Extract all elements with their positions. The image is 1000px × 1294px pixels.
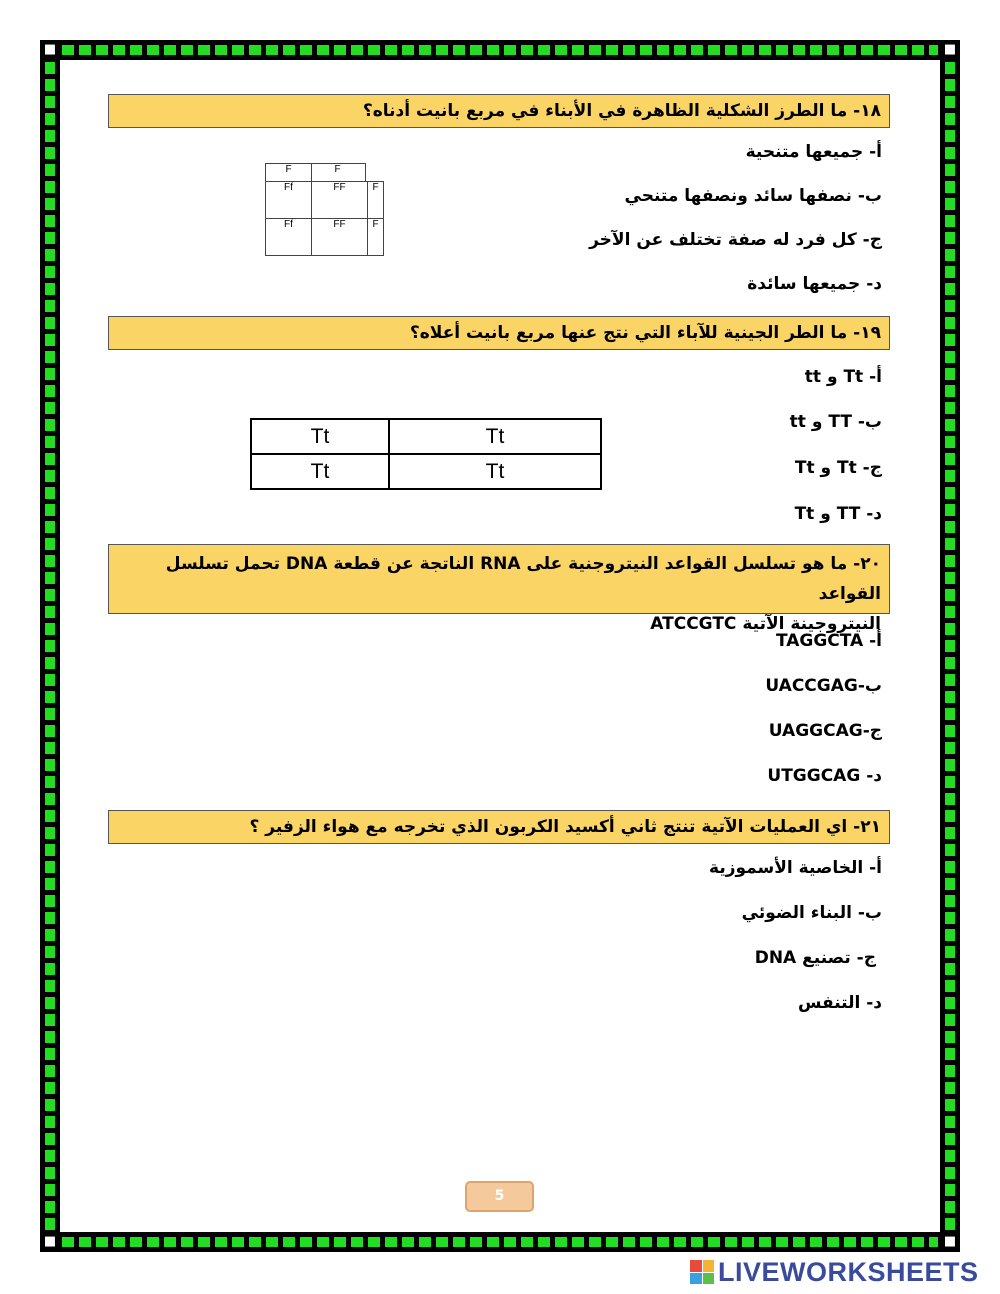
q18-option-a[interactable]: أ- جميعها متنحية [745,142,882,162]
q20-option-a[interactable]: أ- TAGGCTA [775,631,882,651]
punnett-cell: Tt [389,419,601,454]
punnett-cell: F [368,182,384,219]
logo-icon [690,1260,714,1284]
q20-option-c[interactable]: ج-UAGGCAG [768,721,882,741]
punnett-cell: Tt [251,419,389,454]
page-number: 5 [465,1181,534,1212]
question-19: ١٩- ما الطر الجينية للآباء التي نتج عنها مربع بانيت أعلاه؟ [108,316,890,350]
q19-option-a[interactable]: أ- Tt و tt [804,367,882,387]
question-18: ١٨- ما الطرز الشكلية الظاهرة في الأبناء في مربع بانيت أدناه؟ [108,94,890,128]
brand-name: LIVEWORKSHEETS [718,1257,979,1287]
q20-option-d[interactable]: د- UTGGCAG [767,766,882,786]
punnett-cell: Ff [266,182,312,219]
liveworksheets-logo [690,1256,990,1288]
punnett-square-small [265,163,385,258]
camera-icon: ■ [40,1232,60,1252]
q18-option-b[interactable]: ب- نصفها سائد ونصفها متنحي [624,186,882,206]
q19-option-b[interactable]: ب- TT و tt [789,412,882,432]
punnett-cell: Ff [266,219,312,256]
q21-option-c[interactable]: ج- تصنيع DNA [754,948,876,968]
border-left [40,40,60,1252]
q21-option-a[interactable]: أ- الخاصية الأسموزية [709,858,882,878]
q18-option-d[interactable]: د- جميعها سائدة [747,274,882,294]
punnett-cell: FF [312,219,368,256]
punnett-square-large [250,418,602,490]
punnett-cell: F [368,219,384,256]
q20-option-b[interactable]: ب-UACCGAG [765,676,882,696]
border-bottom [40,1232,960,1252]
q18-option-c[interactable]: ج- كل فرد له صفة تختلف عن الآخر [589,230,882,250]
punnett-cell: Tt [251,454,389,489]
question-20-line-1: ٢٠- ما هو تسلسل القواعد النيتروجنية على RNA الناتجة عن قطعة DNA تحمل تسلسل القواعد [165,554,881,604]
border-right [940,40,960,1252]
border-top [40,40,960,60]
camera-icon: ■ [40,40,60,60]
q19-option-d[interactable]: د- TT و Tt [794,504,882,524]
camera-icon: ■ [940,1232,960,1252]
question-20 [108,544,890,634]
q21-option-d[interactable]: د- التنفس [797,993,882,1013]
q21-option-b[interactable]: ب- البناء الضوئي [741,903,882,923]
question-20-line-2: النيتروجينة الآتية ATCCGTC [650,614,881,634]
punnett-header: F [265,163,312,182]
camera-icon: ■ [940,40,960,60]
punnett-cell: FF [312,182,368,219]
punnett-cell: Tt [389,454,601,489]
question-21: ٢١- اي العمليات الآتية تنتج ثاني أكسيد الكربون الذي تخرجه مع هواء الزفير ؟ [108,810,890,844]
q19-option-c[interactable]: ج- Tt و Tt [794,458,882,478]
punnett-header: F [310,163,366,182]
